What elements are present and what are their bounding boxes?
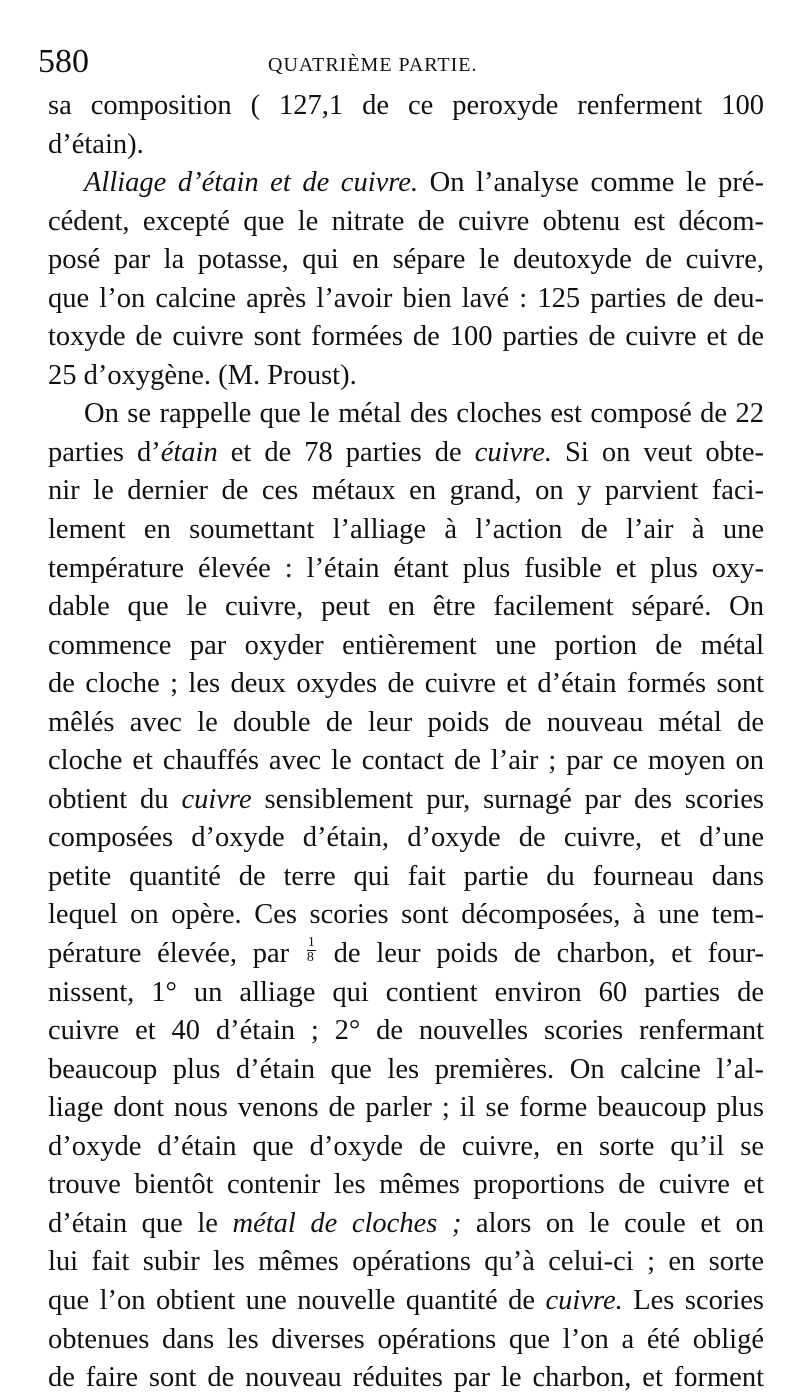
text-run: d’étain que le (48, 1207, 233, 1239)
text-run: lement en soumettant l’alliage à l’action de l’air à une (48, 514, 764, 546)
text-line (48, 1359, 764, 1398)
text-line (48, 87, 764, 126)
text-run: Les scories (622, 1284, 764, 1316)
text-run: que l’on obtient une nouvelle quantité de (48, 1284, 546, 1316)
text-run: 25 d’oxygène. (M. Proust). (48, 359, 357, 391)
text-line (48, 742, 764, 781)
text-line (48, 318, 764, 357)
text-run: trouve bientôt contenir les mêmes proportions de cuivre et (48, 1169, 764, 1201)
italic-text: Alliage d’étain et de cuivre. (84, 167, 419, 199)
text-run: obtient du (48, 783, 182, 815)
text-line (48, 511, 764, 550)
text-line (48, 1051, 764, 1090)
text-line (48, 704, 764, 743)
text-run: nissent, 1° un alliage qui contient environ 60 parties de (48, 976, 764, 1008)
text-line (48, 1243, 764, 1282)
text-run: sa composition ( 127,1 de ce peroxyde renferment 100 (48, 90, 764, 121)
text-run: de faire sont de nouveau réduites par le charbon, et forment (48, 1362, 764, 1394)
text-line (48, 241, 764, 280)
running-head: QUATRIÈME PARTIE. (268, 54, 478, 76)
text-run: d’étain). (48, 128, 144, 160)
text-line (48, 357, 764, 396)
text-line (48, 280, 764, 319)
italic-text: cuivre (181, 783, 252, 815)
text-run: cloche et chauffés avec le contact de l’air ; par ce moyen on (48, 745, 764, 777)
text-run: toxyde de cuivre sont formées de 100 parties de cuivre et de (48, 321, 764, 353)
italic-text: étain (160, 436, 218, 468)
text-run: posé par la potasse, qui en sépare le deutoxyde de cuivre, (48, 244, 764, 276)
text-line (48, 627, 764, 666)
text-line (48, 472, 764, 511)
text-run: dable que le cuivre, peut en être facilement séparé. On (48, 591, 764, 623)
text-run: cédent, excepté que le nitrate de cuivre obtenu est décom- (48, 205, 764, 237)
italic-text: cuivre. (545, 1284, 623, 1316)
text-line (48, 550, 764, 589)
text-run: lui fait subir les mêmes opérations qu’à celui-ci ; en sorte (48, 1246, 764, 1278)
text-run: mêlés avec le double de leur poids de nouveau métal de (48, 706, 764, 738)
text-line (48, 1321, 764, 1360)
text-line (48, 665, 764, 704)
text-line (48, 395, 764, 434)
text-run: liage dont nous venons de parler ; il se forme beaucoup plus (48, 1092, 764, 1124)
text-line (48, 588, 764, 627)
text-run: sensiblement pur, surnagé par des scories (251, 783, 764, 815)
text-line (48, 896, 764, 935)
italic-text: métal de cloches ; (232, 1207, 462, 1239)
page-header (38, 40, 758, 90)
text-line (48, 935, 764, 974)
text-run: petite quantité de terre qui fait partie du fourneau dans (48, 860, 764, 892)
text-run: pérature élevée, par (48, 938, 305, 970)
text-line (48, 203, 764, 242)
text-run: et de 78 parties de (217, 436, 475, 468)
text-line (48, 819, 764, 858)
text-run: On l’analyse comme le pré- (418, 167, 764, 199)
text-line (48, 126, 764, 165)
text-run: lequel on opère. Ces scories sont décomposées, à une tem- (48, 899, 764, 931)
text-line (48, 164, 764, 203)
italic-text: cuivre. (474, 436, 552, 468)
text-run: de cloche ; les deux oxydes de cuivre et d’étain formés sont (48, 668, 764, 700)
text-run: beaucoup plus d’étain que les premières. On calcine l’al- (48, 1053, 764, 1085)
text-run: température élevée : l’étain étant plus fusible et plus oxy- (48, 552, 764, 584)
text-run: parties d’ (48, 436, 161, 468)
text-run: composées d’oxyde d’étain, d’oxyde de cuivre, et d’une (48, 822, 764, 854)
text-run: d’oxyde d’étain que d’oxyde de cuivre, en sorte qu’il se (48, 1130, 764, 1162)
text-run: On se rappelle que le métal des cloches est composé de 22 (84, 398, 764, 430)
text-line (48, 1012, 764, 1051)
text-run: de leur poids de charbon, et four- (317, 938, 764, 970)
text-line (48, 1205, 764, 1244)
text-line (48, 781, 764, 820)
text-run: que l’on calcine après l’avoir bien lavé : 125 parties de deu- (48, 282, 764, 314)
text-run: cuivre et 40 d’étain ; 2° de nouvelles scories renfermant (48, 1015, 764, 1047)
text-run: nir le dernier de ces métaux en grand, on y parvient faci- (48, 475, 764, 507)
text-run: alors on le coule et on (461, 1207, 764, 1239)
text-line (48, 1089, 764, 1128)
text-run: commence par oxyder entièrement une portion de métal (48, 629, 764, 661)
fraction: $\frac{1}{8}$ (306, 934, 315, 965)
page-number: 580 (38, 43, 89, 80)
body-text (48, 87, 764, 1398)
text-line (48, 1128, 764, 1167)
text-line (48, 858, 764, 897)
text-line (48, 1282, 764, 1321)
text-run: obtenues dans les diverses opérations que l’on a été obligé (48, 1323, 764, 1355)
text-run: Si on veut obte- (552, 436, 764, 468)
text-line (48, 434, 764, 473)
text-line (48, 1166, 764, 1205)
text-line (48, 974, 764, 1013)
